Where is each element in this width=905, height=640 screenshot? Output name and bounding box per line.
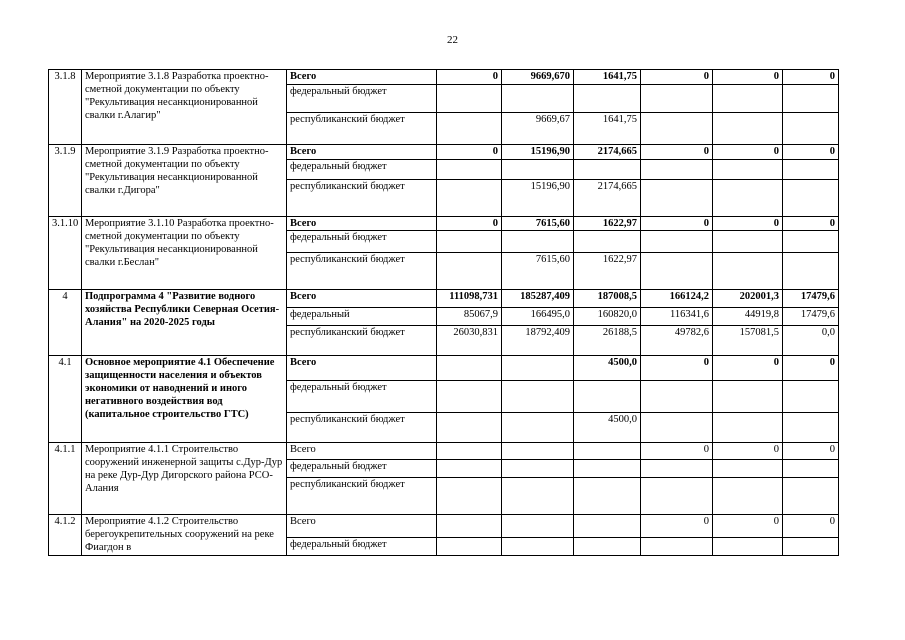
funding-source: федеральный бюджет (287, 381, 437, 413)
table-row (49, 290, 839, 308)
amount-cell (641, 180, 713, 217)
amount-cell (641, 231, 713, 253)
amount-cell (713, 460, 783, 478)
funding-source: республиканский бюджет (287, 413, 437, 443)
amount-cell: 0 (437, 217, 502, 231)
amount-cell (713, 413, 783, 443)
amount-cell: 15196,90 (502, 180, 574, 217)
table-row (49, 515, 839, 538)
amount-cell (437, 113, 502, 145)
amount-cell: 0 (437, 70, 502, 85)
amount-cell: 0 (713, 145, 783, 160)
table-row (49, 443, 839, 460)
amount-cell: 1622,97 (574, 253, 641, 290)
amount-cell: 0 (641, 515, 713, 538)
amount-cell (641, 460, 713, 478)
amount-cell (641, 160, 713, 180)
amount-cell: 17479,6 (783, 290, 839, 308)
amount-cell: 0 (783, 145, 839, 160)
amount-cell (502, 381, 574, 413)
amount-cell (502, 478, 574, 515)
amount-cell: 0 (713, 515, 783, 538)
amount-cell: 4500,0 (574, 413, 641, 443)
amount-cell (574, 538, 641, 556)
amount-cell (574, 460, 641, 478)
amount-cell: 2174,665 (574, 145, 641, 160)
funding-source: федеральный (287, 308, 437, 326)
amount-cell (437, 538, 502, 556)
amount-cell: 4500,0 (574, 356, 641, 381)
amount-cell (437, 515, 502, 538)
amount-cell (713, 85, 783, 113)
amount-cell (641, 253, 713, 290)
amount-cell (783, 413, 839, 443)
amount-cell: 0 (713, 443, 783, 460)
amount-cell (783, 160, 839, 180)
funding-source: федеральный бюджет (287, 85, 437, 113)
table-row (49, 356, 839, 381)
amount-cell (502, 515, 574, 538)
amount-cell (502, 460, 574, 478)
amount-cell (574, 160, 641, 180)
amount-cell (437, 253, 502, 290)
amount-cell (502, 160, 574, 180)
amount-cell (502, 538, 574, 556)
amount-cell: 111098,731 (437, 290, 502, 308)
table-row (49, 70, 839, 85)
amount-cell: 9669,67 (502, 113, 574, 145)
amount-cell: 202001,3 (713, 290, 783, 308)
funding-source: республиканский бюджет (287, 326, 437, 356)
amount-cell: 0 (783, 443, 839, 460)
row-name: Мероприятие 4.1.2 Строительство берегоукрепительных сооружений на реке Фиагдон в (82, 515, 287, 556)
row-name: Основное мероприятие 4.1 Обеспечение защищенности населения и объектов экономики от наводнений и иного негативного воздействия вод (капитальное строительство ГТС) (82, 356, 287, 443)
funding-source: Всего (287, 70, 437, 85)
amount-cell (713, 478, 783, 515)
amount-cell: 2174,665 (574, 180, 641, 217)
amount-cell (574, 515, 641, 538)
amount-cell: 9669,670 (502, 70, 574, 85)
amount-cell: 7615,60 (502, 253, 574, 290)
amount-cell (437, 85, 502, 113)
amount-cell (502, 85, 574, 113)
amount-cell (502, 443, 574, 460)
funding-source: республиканский бюджет (287, 113, 437, 145)
amount-cell (574, 443, 641, 460)
amount-cell (783, 180, 839, 217)
row-name: Мероприятие 3.1.9 Разработка проектно-сметной документации по объекту "Рекультивация несанкционированной свалки г.Дигора" (82, 145, 287, 217)
funding-source: Всего (287, 145, 437, 160)
amount-cell (641, 538, 713, 556)
amount-cell (437, 160, 502, 180)
amount-cell: 1622,97 (574, 217, 641, 231)
amount-cell (713, 381, 783, 413)
funding-source: федеральный бюджет (287, 460, 437, 478)
amount-cell (783, 253, 839, 290)
amount-cell (783, 113, 839, 145)
amount-cell: 17479,6 (783, 308, 839, 326)
amount-cell: 166495,0 (502, 308, 574, 326)
amount-cell (574, 231, 641, 253)
amount-cell (783, 478, 839, 515)
funding-source: федеральный бюджет (287, 538, 437, 556)
amount-cell (783, 85, 839, 113)
funding-source: Всего (287, 217, 437, 231)
amount-cell (437, 381, 502, 413)
funding-source: Всего (287, 515, 437, 538)
row-name: Мероприятие 3.1.8 Разработка проектно-сметной документации по объекту "Рекультивация несанкционированной свалки г.Алагир" (82, 70, 287, 145)
amount-cell: 0 (713, 356, 783, 381)
amount-cell: 185287,409 (502, 290, 574, 308)
amount-cell: 1641,75 (574, 70, 641, 85)
amount-cell (437, 231, 502, 253)
row-code: 4.1 (49, 356, 82, 443)
row-code: 3.1.9 (49, 145, 82, 217)
amount-cell: 157081,5 (713, 326, 783, 356)
row-name: Мероприятие 4.1.1 Строительство сооружений инженерной защиты с.Дур-Дур на реке Дур-Дур Дигорского района РСО-Алания (82, 443, 287, 515)
amount-cell: 0 (783, 515, 839, 538)
row-name: Мероприятие 3.1.10 Разработка проектно-сметной документации по объекту "Рекультивация несанкционированной свалки г.Беслан" (82, 217, 287, 290)
amount-cell (713, 180, 783, 217)
funding-source: республиканский бюджет (287, 478, 437, 515)
amount-cell (502, 413, 574, 443)
amount-cell: 0 (783, 217, 839, 231)
funding-source: Всего (287, 290, 437, 308)
amount-cell (641, 85, 713, 113)
amount-cell: 166124,2 (641, 290, 713, 308)
row-code: 4.1.1 (49, 443, 82, 515)
amount-cell: 0 (641, 443, 713, 460)
amount-cell (783, 231, 839, 253)
amount-cell (437, 478, 502, 515)
funding-source: федеральный бюджет (287, 231, 437, 253)
amount-cell: 26030,831 (437, 326, 502, 356)
row-code: 3.1.10 (49, 217, 82, 290)
amount-cell (574, 85, 641, 113)
amount-cell (713, 231, 783, 253)
amount-cell: 0 (641, 217, 713, 231)
amount-cell: 0 (641, 356, 713, 381)
funding-source: федеральный бюджет (287, 160, 437, 180)
amount-cell (437, 356, 502, 381)
amount-cell: 187008,5 (574, 290, 641, 308)
amount-cell (641, 413, 713, 443)
amount-cell: 0 (641, 70, 713, 85)
amount-cell (502, 231, 574, 253)
amount-cell (437, 413, 502, 443)
amount-cell (437, 443, 502, 460)
amount-cell (713, 253, 783, 290)
amount-cell (713, 160, 783, 180)
amount-cell (437, 180, 502, 217)
funding-source: республиканский бюджет (287, 253, 437, 290)
amount-cell: 0 (783, 70, 839, 85)
amount-cell: 0 (437, 145, 502, 160)
amount-cell (437, 460, 502, 478)
amount-cell (641, 478, 713, 515)
amount-cell: 0 (713, 70, 783, 85)
amount-cell: 85067,9 (437, 308, 502, 326)
row-code: 4 (49, 290, 82, 356)
amount-cell: 0,0 (783, 326, 839, 356)
row-name: Подпрограмма 4 "Развитие водного хозяйства Республики Северная Осетия-Алания" на 2020-2025 годы (82, 290, 287, 356)
amount-cell (713, 538, 783, 556)
amount-cell (713, 113, 783, 145)
amount-cell (783, 460, 839, 478)
funding-source: республиканский бюджет (287, 180, 437, 217)
amount-cell: 1641,75 (574, 113, 641, 145)
amount-cell: 0 (713, 217, 783, 231)
funding-source: Всего (287, 356, 437, 381)
amount-cell: 7615,60 (502, 217, 574, 231)
amount-cell (783, 381, 839, 413)
budget-table (48, 69, 839, 556)
amount-cell (574, 381, 641, 413)
amount-cell: 26188,5 (574, 326, 641, 356)
table-row (49, 217, 839, 231)
amount-cell: 116341,6 (641, 308, 713, 326)
amount-cell: 0 (783, 356, 839, 381)
amount-cell: 44919,8 (713, 308, 783, 326)
amount-cell: 18792,409 (502, 326, 574, 356)
amount-cell (502, 356, 574, 381)
amount-cell: 49782,6 (641, 326, 713, 356)
row-code: 4.1.2 (49, 515, 82, 556)
amount-cell (783, 538, 839, 556)
amount-cell (574, 478, 641, 515)
row-code: 3.1.8 (49, 70, 82, 145)
funding-source: Всего (287, 443, 437, 460)
amount-cell: 0 (641, 145, 713, 160)
amount-cell: 160820,0 (574, 308, 641, 326)
table-row (49, 145, 839, 160)
amount-cell (641, 113, 713, 145)
page-number: 22 (447, 34, 458, 46)
amount-cell (641, 381, 713, 413)
amount-cell: 15196,90 (502, 145, 574, 160)
